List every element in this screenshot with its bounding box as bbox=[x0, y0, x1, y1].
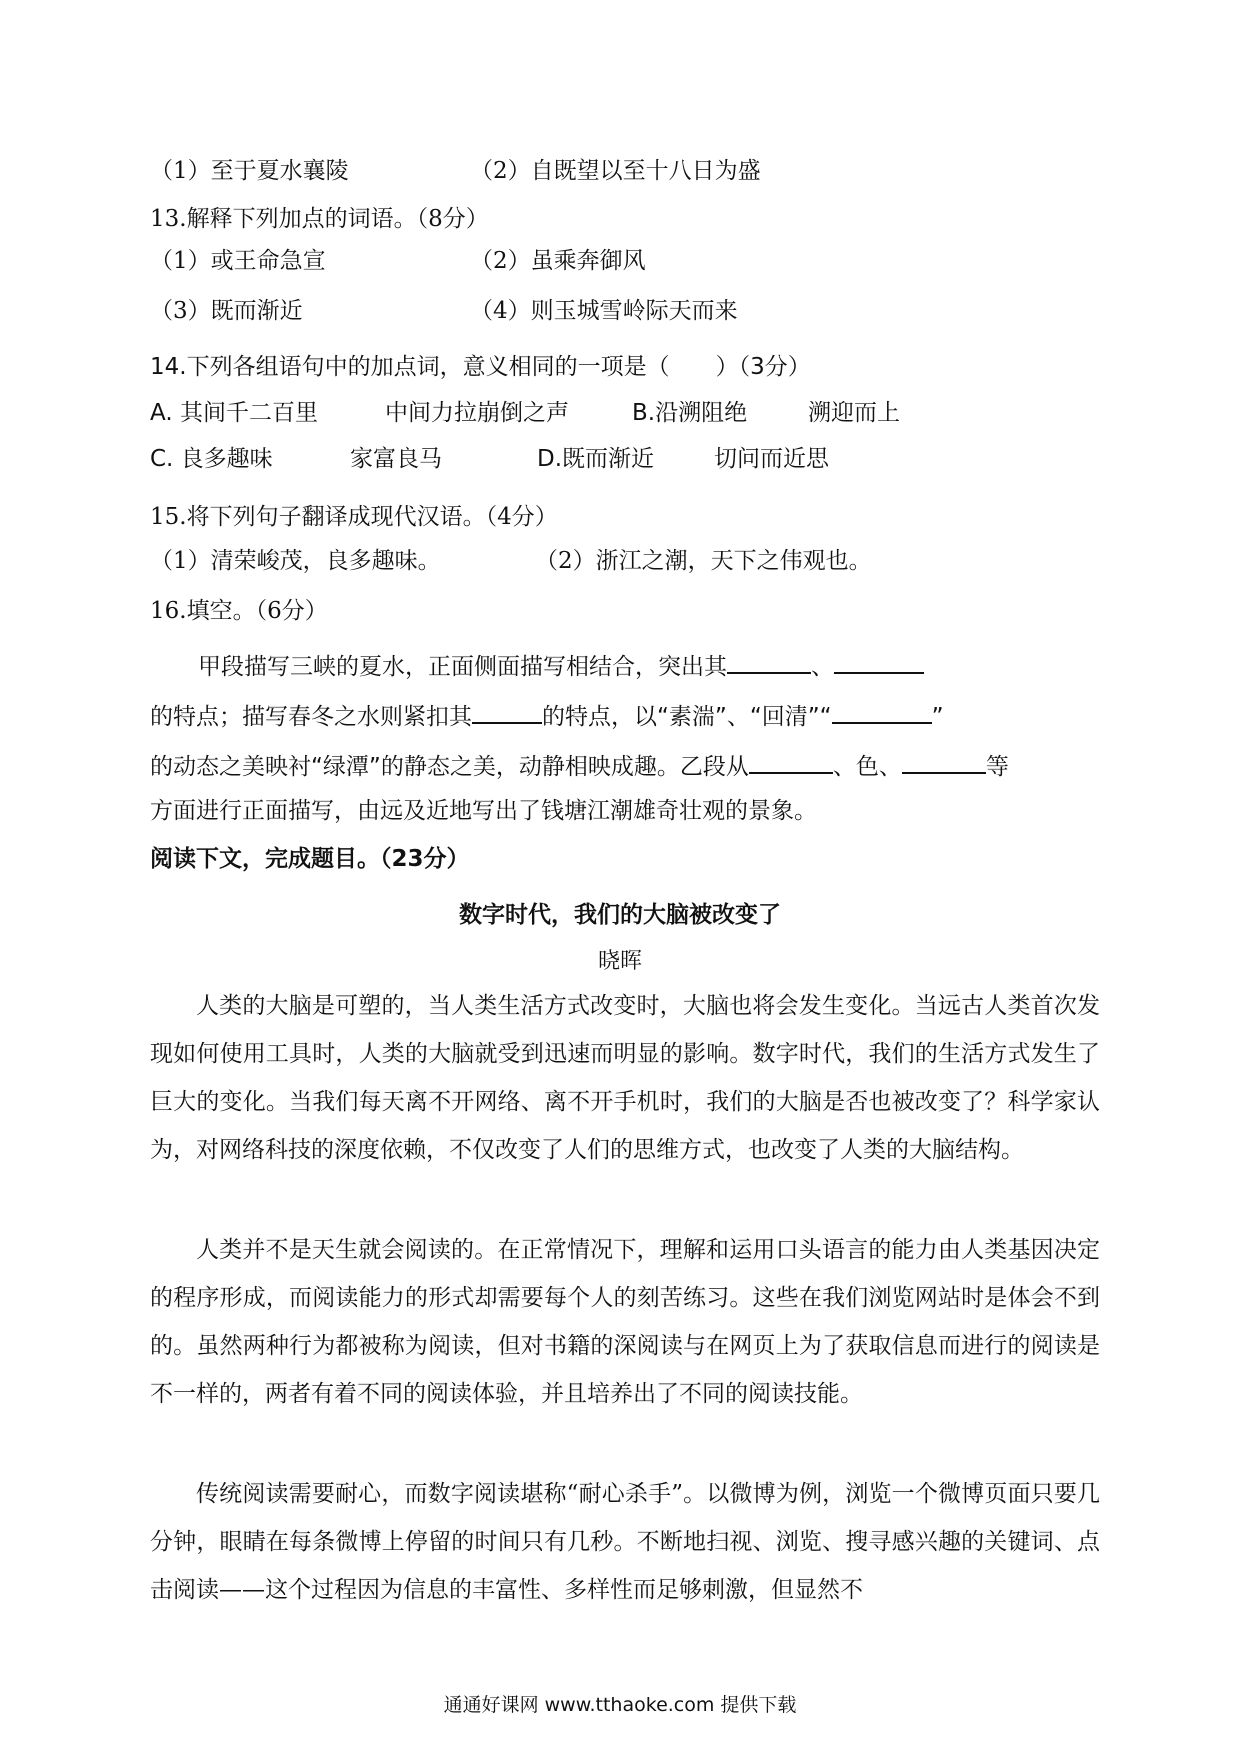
q13-item-2: （2）虽乘奔御风 bbox=[470, 248, 646, 274]
q14-option-d2: 切问而近思 bbox=[714, 446, 829, 472]
q16-line-4: 方面进行正面描写，由远及近地写出了钱塘江潮雄奇壮观的景象。 bbox=[150, 798, 817, 824]
q16-text-5: 的动态之美映衬“绿潭”的静态之美，动静相映成趣。乙段从 bbox=[150, 754, 749, 780]
q16-stem: 16.填空。（6分） bbox=[150, 598, 328, 624]
q16-blank-3[interactable] bbox=[472, 698, 542, 724]
q16-text-6: 、色、 bbox=[832, 754, 902, 780]
q16-text-2: 的特点；描写春冬之水则紧扣其 bbox=[150, 704, 472, 730]
q14-option-b1: B.沿溯阻绝 bbox=[632, 400, 748, 426]
q15-item-2: （2）浙江之潮，天下之伟观也。 bbox=[535, 548, 872, 574]
article-title: 数字时代，我们的大脑被改变了 bbox=[459, 902, 781, 928]
q14-option-a2: 中间力拉崩倒之声 bbox=[385, 400, 569, 426]
q16-blank-1[interactable] bbox=[727, 648, 811, 674]
q16-line-3 bbox=[150, 748, 1009, 782]
q15-item-1: （1）清荣峻茂，良多趣味。 bbox=[150, 548, 441, 574]
q14-option-c2: 家富良马 bbox=[350, 446, 442, 472]
q14-stem: 14.下列各组语句中的加点词，意义相同的一项是（ ）（3分） bbox=[150, 354, 811, 380]
q13-stem: 13.解释下列加点的词语。（8分） bbox=[150, 206, 489, 232]
q12-item-2: （2）自既望以至十八日为盛 bbox=[470, 158, 761, 184]
q16-blank-2[interactable] bbox=[834, 648, 924, 674]
q14-option-c1: C. 良多趣味 bbox=[150, 446, 273, 472]
q16-text-4: ” bbox=[931, 704, 944, 730]
article-author: 晓晖 bbox=[597, 949, 642, 974]
q12-item-1: （1）至于夏水襄陵 bbox=[150, 158, 349, 184]
q15-stem: 15.将下列句子翻译成现代汉语。（4分） bbox=[150, 504, 558, 530]
page-footer: 通通好课网 www.tthaoke.com 提供下载 bbox=[443, 1694, 797, 1716]
article-paragraph-3: 传统阅读需要耐心，而数字阅读堪称“耐心杀手”。以微博为例，浏览一个微博页面只要几分钟，眼睛在每条微博上停留的时间只有几秒。不断地扫视、浏览、搜寻感兴趣的关键词、点击阅读——这个过程因为信息的丰富性、多样性而足够刺激，但显然不 bbox=[150, 1481, 1100, 1603]
q13-item-1: （1）或王命急宣 bbox=[150, 248, 326, 274]
article-paragraph-2: 人类并不是天生就会阅读的。在正常情况下，理解和运用口头语言的能力由人类基因决定的程序形成，而阅读能力的形式却需要每个人的刻苦练习。这些在我们浏览网站时是体会不到的。虽然两种行为都被称为阅读，但对书籍的深阅读与在网页上为了获取信息而进行的阅读是不一样的，两者有着不同的阅读体验，并且培养出了不同的阅读技能。 bbox=[150, 1237, 1100, 1407]
q13-item-3: （3）既而渐近 bbox=[150, 298, 303, 324]
q16-sep: 、 bbox=[811, 654, 834, 680]
article-paragraph-1: 人类的大脑是可塑的，当人类生活方式改变时，大脑也将会发生变化。当远古人类首次发现如何使用工具时，人类的大脑就受到迅速而明显的影响。数字时代，我们的生活方式发生了巨大的变化。当我们每天离不开网络、离不开手机时，我们的大脑是否也被改变了？科学家认为，对网络科技的深度依赖，不仅改变了人们的思维方式，也改变了人类的大脑结构。 bbox=[150, 993, 1100, 1163]
q13-item-4: （4）则玉城雪岭际天而来 bbox=[470, 298, 738, 324]
q16-line-1 bbox=[198, 648, 924, 682]
q16-text-7: 等 bbox=[985, 754, 1009, 780]
q16-text-1: 甲段描写三峡的夏水，正面侧面描写相结合，突出其 bbox=[198, 654, 727, 680]
q14-option-d1: D.既而渐近 bbox=[537, 446, 655, 472]
q16-blank-6[interactable] bbox=[902, 748, 986, 774]
q14-option-b2: 溯迎而上 bbox=[808, 400, 900, 426]
q16-blank-4[interactable] bbox=[832, 698, 932, 724]
q16-text-3: 的特点，以“素湍”、“回清”“ bbox=[542, 704, 832, 730]
q14-option-a1: A. 其间千二百里 bbox=[150, 400, 318, 426]
q16-line-2 bbox=[150, 698, 944, 732]
reading-instruction: 阅读下文，完成题目。（23分） bbox=[150, 846, 470, 872]
q16-blank-5[interactable] bbox=[749, 748, 833, 774]
